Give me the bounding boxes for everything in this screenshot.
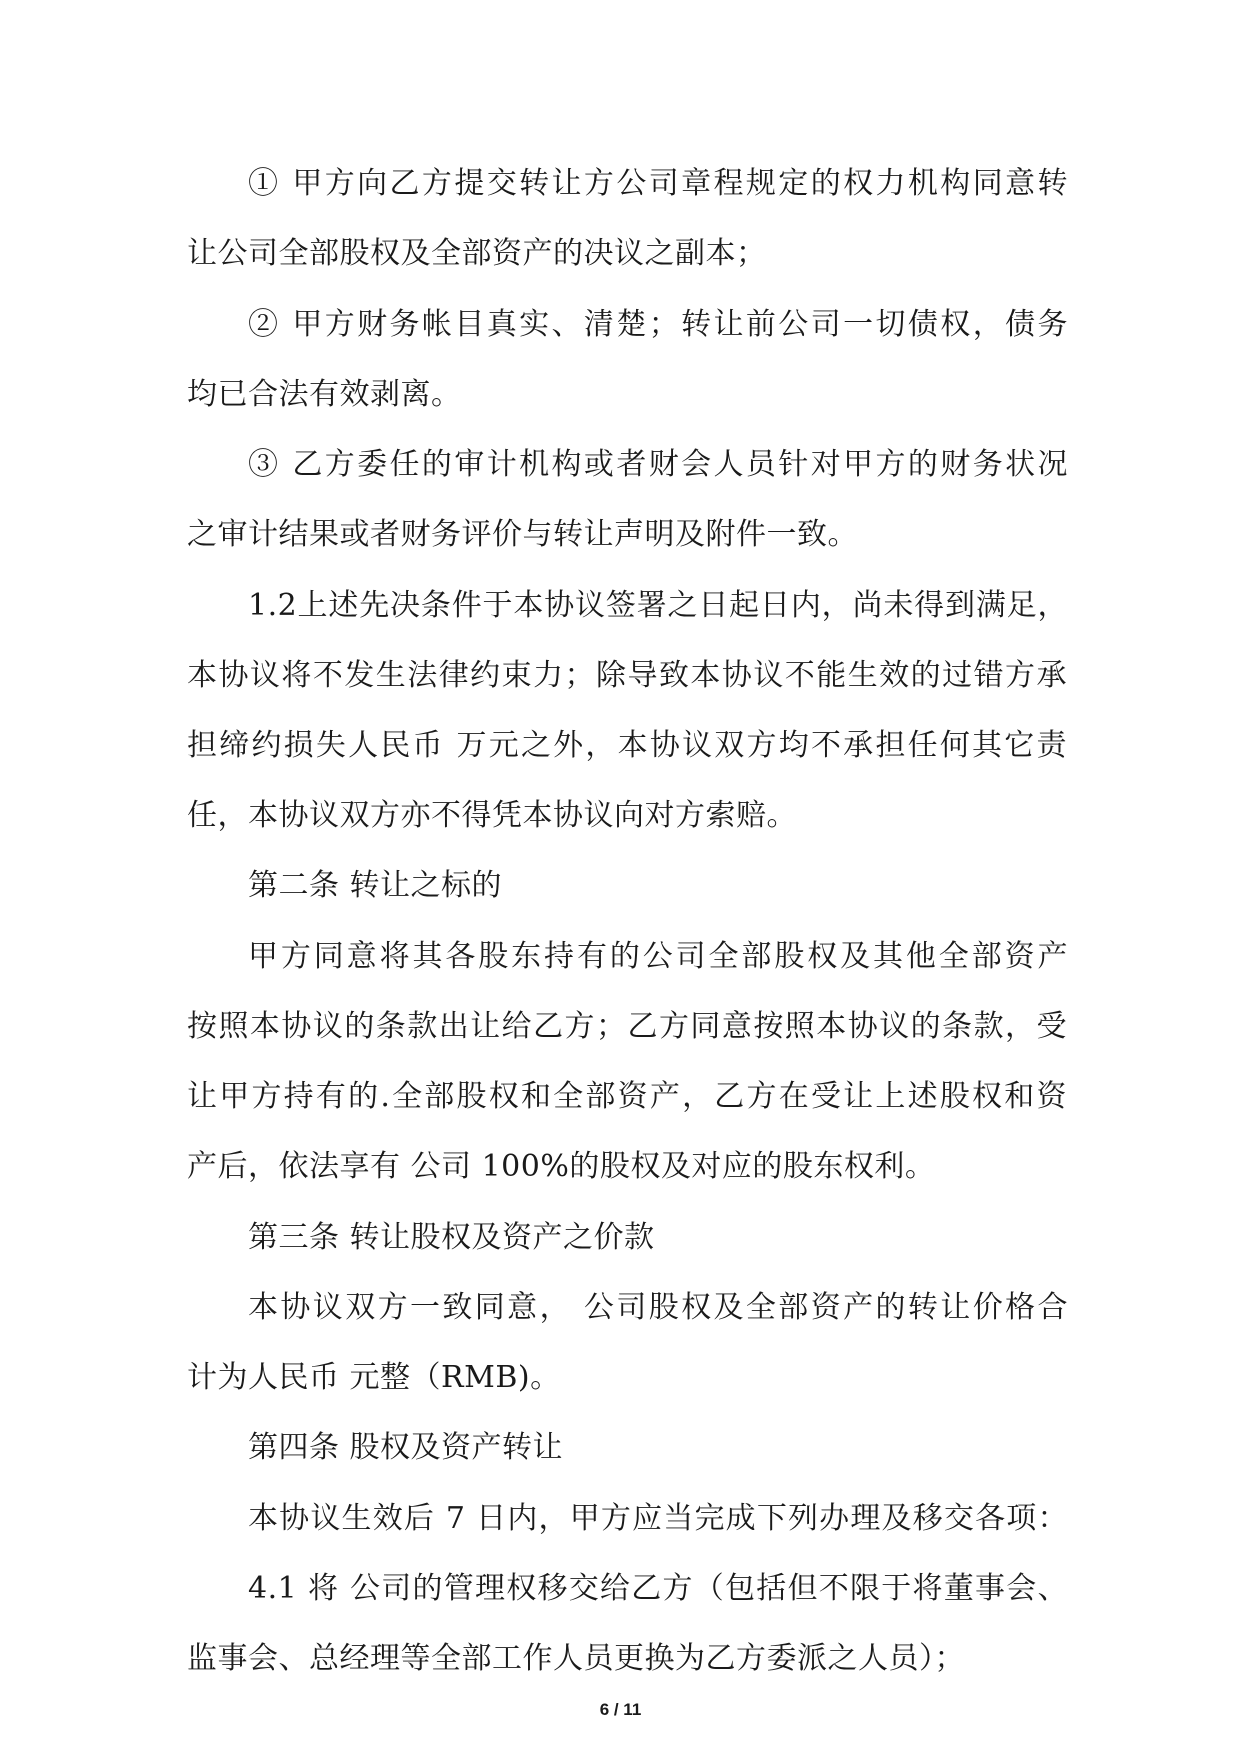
section-heading: 第三条 转让股权及资产之价款: [248, 1220, 655, 1255]
paragraph-line: 产后，依法享有 公司 100%的股权及对应的股东权利。: [187, 1149, 936, 1184]
section-heading: 第四条 股权及资产转让: [248, 1430, 564, 1465]
paragraph-line: 本协议双方一致同意， 公司股权及全部资产的转让价格合: [248, 1290, 1068, 1325]
paragraph-line: 任，本协议双方亦不得凭本协议向对方索赔。: [187, 798, 797, 833]
paragraph-line: 甲方同意将其各股东持有的公司全部股权及其他全部资产: [248, 939, 1068, 974]
paragraph-line: 让甲方持有的.全部股权和全部资产，乙方在受让上述股权和资: [187, 1079, 1067, 1114]
paragraph-line: 监事会、总经理等全部工作人员更换为乙方委派之人员）；: [187, 1641, 965, 1676]
page-number: 6 / 11: [599, 1700, 642, 1719]
section-heading: 第二条 转让之标的: [248, 868, 503, 903]
paragraph-line: 计为人民币 元整（RMB)。: [187, 1360, 561, 1395]
paragraph-line: 让公司全部股权及全部资产的决议之副本；: [187, 236, 767, 271]
paragraph-line: 4.1 将 公司的管理权移交给乙方（包括但不限于将董事会、: [248, 1571, 1068, 1606]
paragraph-line: 均已合法有效剥离。: [187, 377, 462, 412]
paragraph-line: 1.2上述先决条件于本协议签署之日起日内，尚未得到满足，: [248, 588, 1068, 623]
paragraph-line: 之审计结果或者财务评价与转让声明及附件一致。: [187, 517, 858, 552]
paragraph-line: 本协议生效后 7 日内，甲方应当完成下列办理及移交各项：: [248, 1501, 1068, 1536]
paragraph-line: 本协议将不发生法律约束力；除导致本协议不能生效的过错方承: [187, 658, 1067, 693]
paragraph-line: ③ 乙方委任的审计机构或者财会人员针对甲方的财务状况: [248, 447, 1068, 482]
paragraph-line: 担缔约损失人民币 万元之外，本协议双方均不承担任何其它责: [187, 728, 1067, 763]
paragraph-line: ② 甲方财务帐目真实、清楚；转让前公司一切债权，债务: [248, 307, 1068, 342]
paragraph-line: ① 甲方向乙方提交转让方公司章程规定的权力机构同意转: [248, 166, 1068, 201]
paragraph-line: 按照本协议的条款出让给乙方；乙方同意按照本协议的条款，受: [187, 1009, 1067, 1044]
